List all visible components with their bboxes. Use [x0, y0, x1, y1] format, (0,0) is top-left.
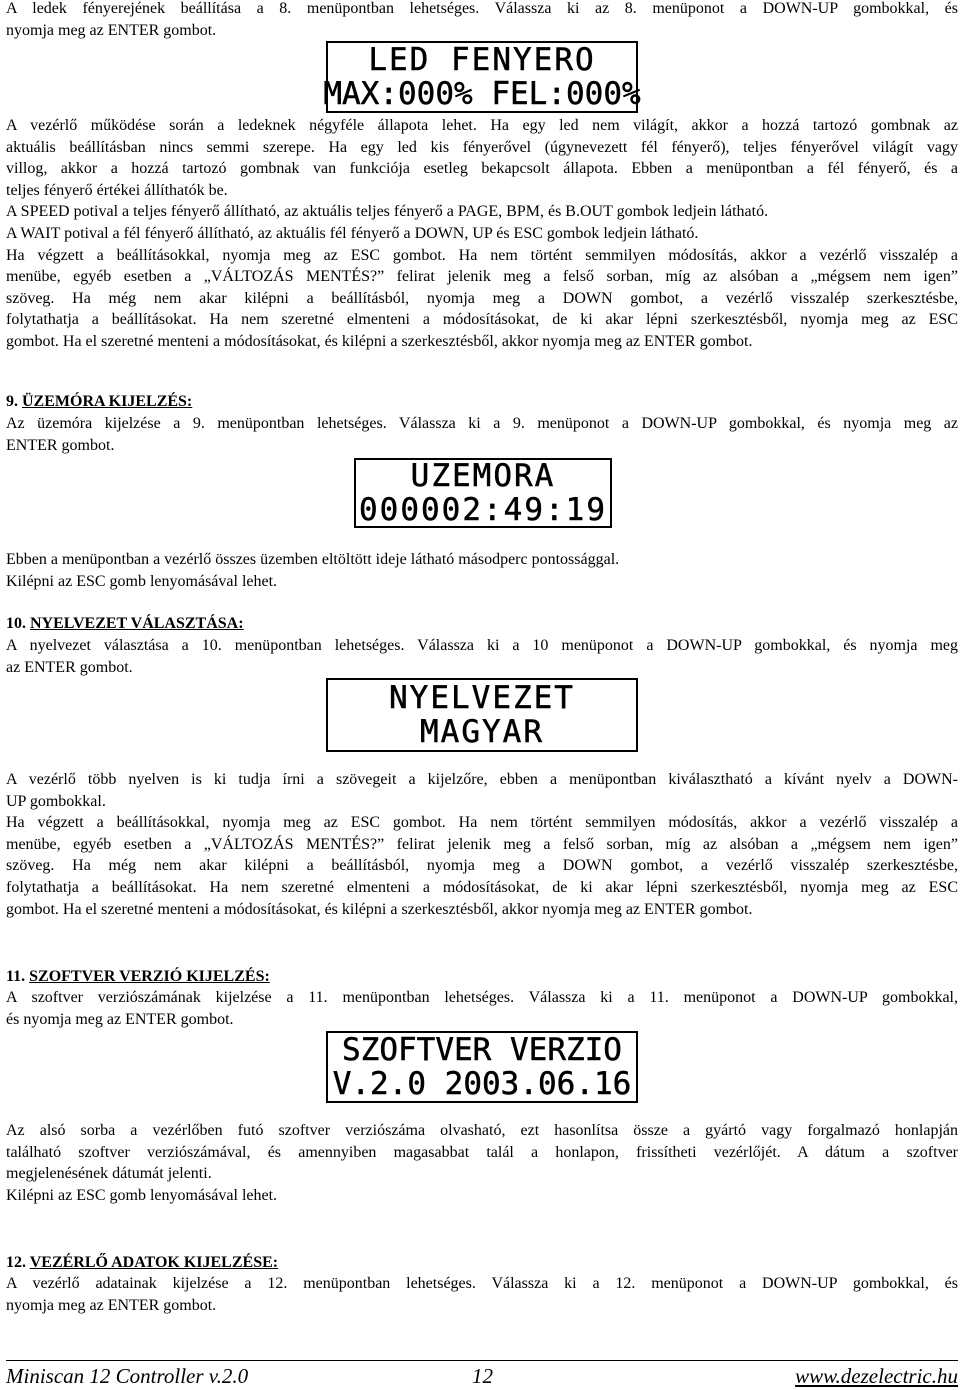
section-title: NYELVEZET VÁLASZTÁSA: [30, 615, 244, 632]
text-line: Ha végzett a beállításokkal, nyomja meg az ESC gombot. Ha nem történt semmilyen módosítás, akkor a vezérlő visszalép a [6, 814, 958, 832]
section-number: 11. [6, 968, 26, 985]
text-line: A WAIT potival a fél fényerő állítható, az aktuális fél fényerő a DOWN, UP és ESC gombok ledjein látható. [6, 224, 699, 242]
text-line: szöveg. Ha még nem akar kilépni a beállításból, nyomja meg a DOWN gombot, a vezérlő visszalép szerkesztésbe, [6, 857, 958, 875]
section-12-heading [6, 1252, 278, 1274]
text-line: A vezérlő több nyelven is ki tudja írni a szövegeit a kijelzőre, ebben a menüpontban kiválasztható a kívánt nyelv a DOWN- [6, 771, 958, 788]
section-number: 9. [6, 393, 18, 410]
text-line: és nyomja meg az ENTER gombot. [6, 1010, 234, 1028]
section-10-heading [6, 613, 244, 635]
lcd-row-bottom: 000002:49:19 [359, 492, 607, 528]
lcd-display-language [326, 678, 638, 752]
section-11-body [6, 1120, 958, 1206]
lcd-display-operating-hours [354, 458, 612, 528]
text-line: ENTER gombot. [6, 436, 115, 454]
footer-website-link[interactable]: www.dezelectric.hu [795, 1364, 958, 1388]
text-line: A nyelvezet választása a 10. menüpontban lehetséges. Válassza ki a 10 menüponot a DOWN-UP gombokkal, és nyomja meg [6, 637, 958, 654]
lcd-display-led-brightness [323, 41, 641, 113]
text-line: gombot. Ha el szeretné menteni a módosításokat, és kilépni a szerkesztésből, akkor nyomja meg az ENTER gombot. [6, 332, 753, 350]
text-line: A szoftver verziószámának kijelzése a 11. menüpontban lehetséges. Válassza ki a 11. menüponot a DOWN-UP gombokkal, [6, 989, 958, 1006]
text-line: menübe, egyéb esetben a „VÁLTOZÁS MENTÉS?” felirat jelenik meg a felső sorban, míg az alsóban a „mégsem nem igen” [6, 835, 958, 853]
lcd-row-bottom: MAGYAR [420, 714, 544, 750]
section-title: SZOFTVER VERZIÓ KIJELZÉS: [29, 968, 270, 985]
text-line: Az üzemóra kijelzése a 9. menüpontban lehetséges. Válassza ki a 9. menüponot a DOWN-UP gombokkal, és nyomja meg az [6, 415, 958, 432]
text-line: A vezérlő működése során a ledeknek négyféle állapota lehet. Ha egy led nem világít, akkor a hozzá tartozó gombnak az [6, 117, 958, 134]
text-line: gombot. Ha el szeretné menteni a módosításokat, és kilépni a szerkesztésből, akkor nyomja meg az ENTER gombot. [6, 900, 753, 918]
footer-divider [6, 1360, 958, 1361]
section-10-body [6, 769, 958, 920]
lcd-row-top: UZEMORA [410, 458, 556, 494]
section-number: 10. [6, 615, 26, 632]
page-footer [6, 1364, 958, 1390]
text-line: nyomja meg az ENTER gombot. [6, 1296, 217, 1314]
intro-paragraph [6, 0, 958, 41]
lcd-row-top: LED FENYERO [368, 42, 596, 78]
text-line: nyomja meg az ENTER gombot. [6, 21, 217, 39]
text-line: szöveg. Ha még nem akar kilépni a beállításból, nyomja meg a DOWN gombot, a vezérlő visszalép szerkesztésbe, [6, 289, 958, 307]
text-line: Ebben a menüpontban a vezérlő összes üzemben eltöltött ideje látható másodperc pontossággal. [6, 551, 620, 568]
footer-product-name: Miniscan 12 Controller v.2.0 [6, 1364, 249, 1388]
section-12-intro [6, 1273, 958, 1316]
section-9-body [6, 549, 958, 592]
section-number: 12. [6, 1254, 26, 1271]
text-line: Kilépni az ESC gomb lenyomásával lehet. [6, 572, 278, 590]
text-line: található szoftver verziószámával, és amennyiben magasabbat talál a honlapon, frissítheti vezérlőjét. A dátum a szoftver [6, 1143, 958, 1161]
lcd-row-bottom: MAX:000% FEL:000% [323, 76, 641, 112]
text-line: A SPEED potival a teljes fényerő állítható, az aktuális teljes fényerő a PAGE, BPM, és B.OUT gombok ledjein látható. [6, 203, 769, 221]
text-line: villog, akkor a hozzá tartozó gombnak van funkciója esetleg bekapcsolt állapota. Ebben a menüpontban a fél fényerő, és a [6, 160, 958, 178]
section-title: ÜZEMÓRA KIJELZÉS: [22, 393, 193, 410]
lcd-row-bottom: V.2.0 2003.06.16 [332, 1066, 632, 1102]
text-line: Kilépni az ESC gomb lenyomásával lehet. [6, 1186, 278, 1204]
lcd-display-software-version [326, 1031, 638, 1103]
footer-page-number: 12 [472, 1364, 493, 1388]
text-line: megjelenésének dátumát jelenti. [6, 1165, 212, 1183]
lcd-row-top: SZOFTVER VERZIO [342, 1032, 622, 1068]
text-line: UP gombokkal. [6, 792, 106, 810]
section-9-heading [6, 391, 192, 413]
section-title: VEZÉRLŐ ADATOK KIJELZÉSE: [29, 1254, 279, 1271]
text-line: az ENTER gombot. [6, 658, 133, 676]
section-10-intro [6, 635, 958, 678]
text-line: Ha végzett a beállításokkal, nyomja meg az ESC gombot. Ha nem történt semmilyen módosítás, akkor a vezérlő visszalép a [6, 246, 958, 264]
lcd-row-top: NYELVEZET [389, 680, 575, 716]
text-line: folytathatja a beállításokat. Ha nem szeretné elmenteni a módosításokat, de ki akar lépni szerkesztésből, nyomja meg az ESC [6, 311, 958, 329]
text-line: A ledek fényerejének beállítása a 8. menüpontban lehetséges. Válassza ki az 8. menüponot a DOWN-UP gombokkal, és [6, 0, 958, 17]
text-line: menübe, egyéb esetben a „VÁLTOZÁS MENTÉS?” felirat jelenik meg a felső sorban, míg az alsóban a „mégsem nem igen” [6, 268, 958, 286]
text-line: Az alsó sorba a vezérlőben futó szoftver verziószáma olvasható, ezt hasonlítsa össze a gyártó vagy forgalmazó honlapján [6, 1122, 958, 1139]
section-11-intro [6, 987, 958, 1030]
text-line: teljes fényerő értékei állíthatók be. [6, 181, 228, 199]
led-description [6, 115, 958, 353]
text-line: folytathatja a beállításokat. Ha nem szeretné elmenteni a módosításokat, de ki akar lépni szerkesztésből, nyomja meg az ESC [6, 878, 958, 896]
section-9-intro [6, 413, 958, 456]
section-11-heading [6, 966, 270, 988]
text-line: aktuális beállításban nincs semmi szerepe. Ha egy led kis fényerővel (úgynevezett fél fényerő), teljes fényerővel világít vagy [6, 138, 958, 156]
text-line: A vezérlő adatainak kijelzése a 12. menüpontban lehetséges. Válassza ki a 12. menüponot a DOWN-UP gombokkal, és [6, 1275, 958, 1292]
